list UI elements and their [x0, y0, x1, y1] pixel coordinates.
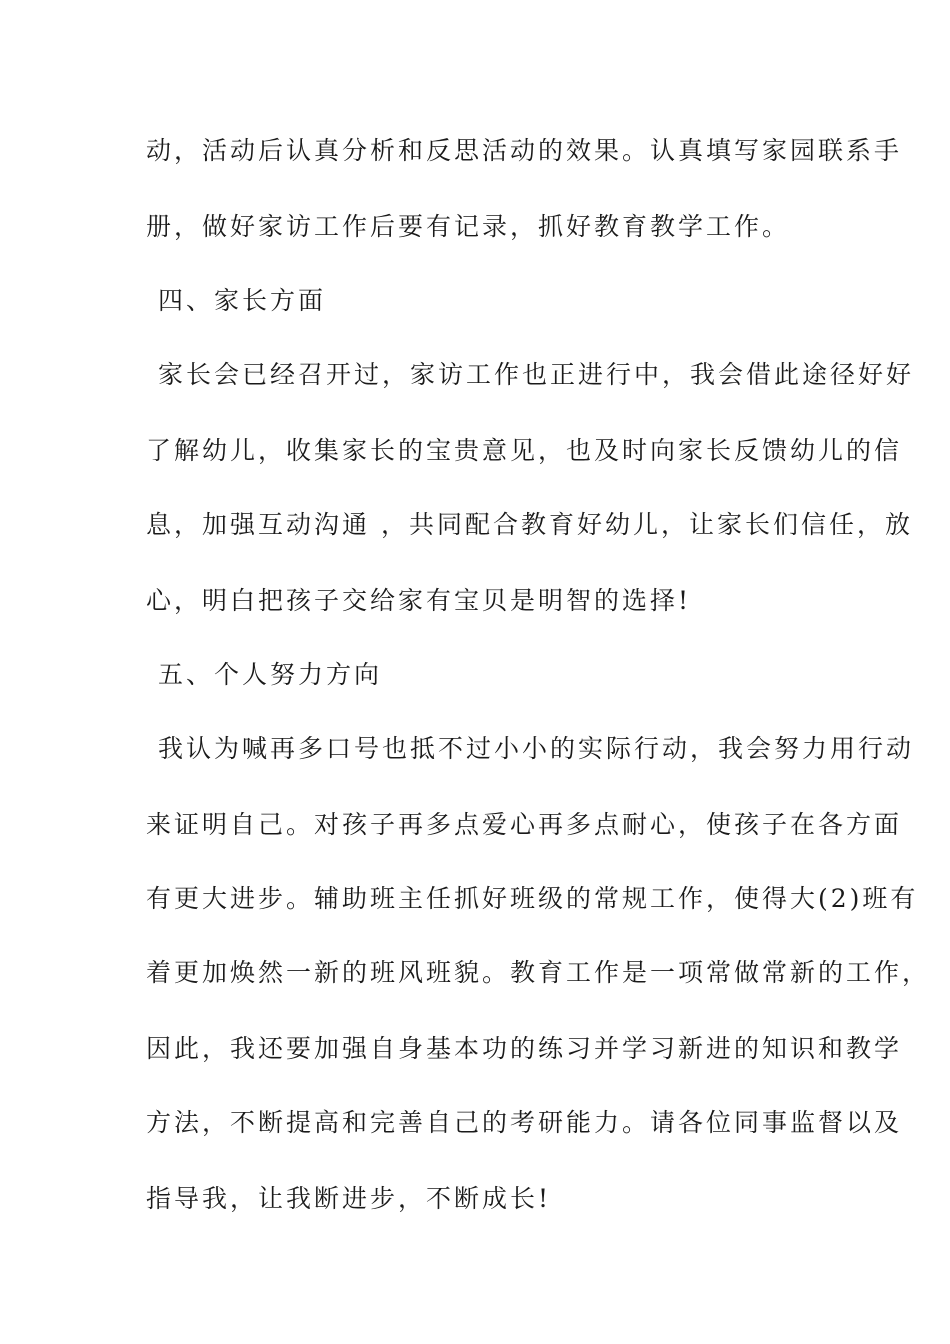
- paragraph-line: 指导我，让我断进步，不断成长!: [146, 1184, 552, 1213]
- paragraph-line: 息，加强互动沟通 ，共同配合教育好幼儿，让家长们信任，放: [146, 510, 913, 539]
- paragraph-line: 家长会已经召开过，家访工作也正进行中，我会借此途径好好: [158, 360, 915, 389]
- paragraph-line: 着更加焕然一新的班风班貌。教育工作是一项常做常新的工作，: [146, 958, 931, 987]
- paragraph-line: 动，活动后认真分析和反思活动的效果。认真填写家园联系手: [146, 136, 903, 165]
- paragraph-line: 心，明白把孩子交给家有宝贝是明智的选择!: [146, 586, 692, 615]
- paragraph-line: 册，做好家访工作后要有记录，抓好教育教学工作。: [146, 212, 791, 241]
- paragraph-line: 来证明自己。对孩子再多点爱心再多点耐心，使孩子在各方面: [146, 810, 903, 839]
- paragraph-line: 了解幼儿，收集家长的宝贵意见，也及时向家长反馈幼儿的信: [146, 436, 903, 465]
- paragraph-line: 有更大进步。辅助班主任抓好班级的常规工作，使得大(2)班有: [146, 884, 919, 913]
- section-heading-personal: 五、个人努力方向: [158, 660, 383, 689]
- section-heading-parents: 四、家长方面: [158, 286, 327, 315]
- paragraph-line: 因此，我还要加强自身基本功的练习并学习新进的知识和教学: [146, 1034, 903, 1063]
- paragraph-line: 我认为喊再多口号也抵不过小小的实际行动，我会努力用行动: [158, 734, 915, 763]
- paragraph-line: 方法，不断提高和完善自己的考研能力。请各位同事监督以及: [146, 1108, 903, 1137]
